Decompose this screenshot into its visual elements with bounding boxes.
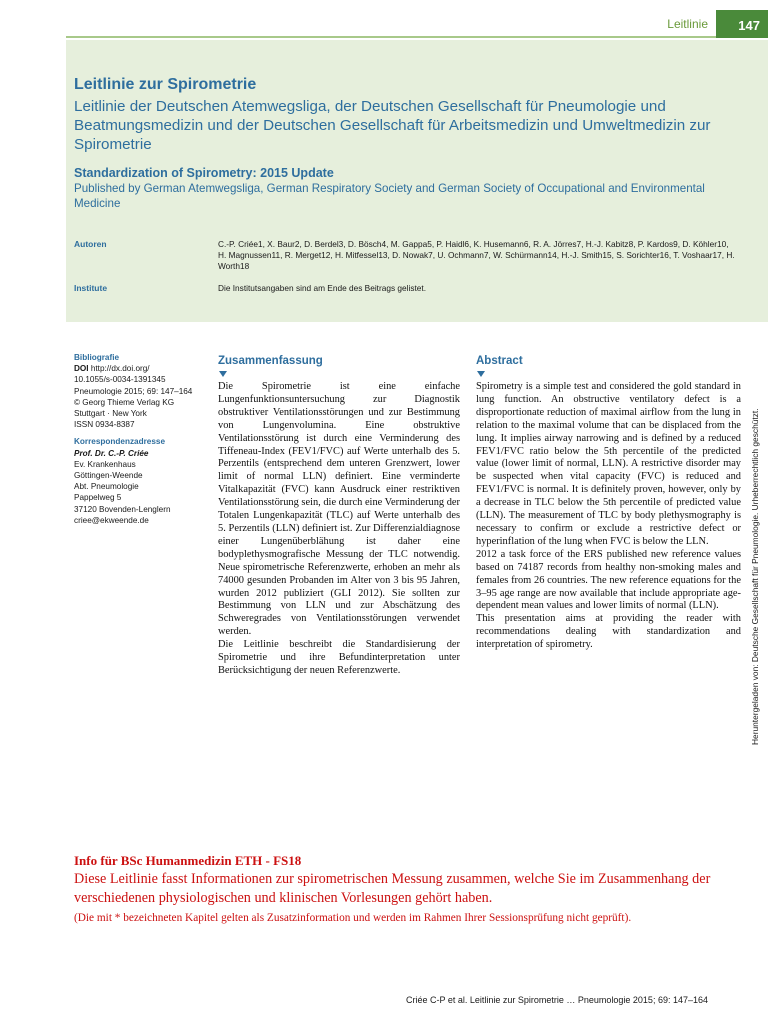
issn: ISSN 0934-8387 — [74, 420, 135, 430]
copyright: © Georg Thieme Verlag KG — [74, 397, 175, 407]
page-header — [66, 0, 768, 40]
doi-line — [74, 363, 214, 374]
doi-url[interactable]: http://dx.doi.org/ — [90, 364, 150, 374]
journal-citation: Pneumologie 2015; 69: 147–164 — [74, 386, 193, 396]
arrow-down-icon — [477, 371, 485, 377]
correspondence-line: Ev. Krankenhaus — [74, 459, 136, 469]
course-info-footnote: (Die mit * bezeichneten Kapitel gelten als Zusatzinformation und werden im Rahmen Ihrer Sessionsprüfung nicht geprüft). — [74, 912, 632, 924]
doi-label: DOI — [74, 364, 89, 374]
publisher-place: Stuttgart · New York — [74, 409, 147, 419]
institutes-label: Institute — [74, 283, 108, 293]
zusammenfassung-body — [218, 381, 460, 678]
abstract-body — [476, 381, 741, 652]
zusammenfassung-heading: Zusammenfassung — [218, 355, 323, 367]
authors-list: C.-P. Criée1, X. Baur2, D. Berdel3, D. Bösch4, M. Gappa5, P. Haidl6, K. Husemann6, R. A. Jörres7, H.-J. Kabitz8, P. Kardos9, D. Köhler10, H. Magnussen11, R. Merget12, H. Mitfessel13, D. Nowak7, U. Ochmann7, W. Schürmann14, H.-J. Smith15, S. Sorichter16, T. Voshaar17, H. Worth18 — [218, 239, 735, 271]
correspondence-line: Pappelweg 5 — [74, 493, 122, 503]
header-rule — [66, 36, 768, 38]
course-info-title: Info für BSc Humanmedizin ETH - FS18 — [74, 853, 302, 868]
correspondence-line: 37120 Bovenden-Lenglern — [74, 504, 171, 514]
download-note-text: Heruntergeladen von: Deutsche Gesellschaft für Pneumologie. Urheberrechtlich geschützt. — [750, 408, 760, 745]
page-number: 147 — [738, 18, 760, 33]
english-subtitle: Published by German Atemwegsliga, German Respiratory Society and German Society of Occupational and Environmental Medicine — [74, 182, 705, 210]
download-note — [748, 305, 764, 745]
correspondence-email[interactable]: criee@ekweende.de — [74, 515, 149, 525]
authors-label: Autoren — [74, 239, 107, 249]
bibliography-heading: Bibliografie — [74, 353, 120, 362]
paragraph: This presentation aims at providing the reader with recommendations dealing with standardization and interpretation of spirometry. — [476, 613, 741, 651]
article-subtitle: Leitlinie der Deutschen Atemwegsliga, der Deutschen Gesellschaft für Pneumologie und Beatmungsmedizin und der Deutschen Gesellschaft für Arbeitsmedizin und Umweltmedizin zur Spirometrie — [74, 98, 711, 153]
paragraph: Die Spirometrie ist eine einfache Lungenfunktionsuntersuchung zur Diagnostik obstruktiver Ventilationsstörungen und zur Bestimmung von Lungenvolumina. Eine obstruktive Ventilationsstörung ist durch eine Verminderung des Tiffeneau-Index (FEV1/FVC) auf Werte unterhalb des 5. Perzentils (entsprechend dem unteren Grenzwert, lower limit of normal LLN) definiert. Eine verminderte Vitalkapazität (FVC) kann Ausdruck einer restriktiven Ventilationsstörung sein, die durch eine Verminderung der Totalen Lungenkapazität (TLC) auf Werte unterhalb des 5. Perzentils (LLN) definiert ist. Zur Differenzialdiagnose einer Lungenüberblähung ist daher eine bodyplethysmografische Messung der TLC notwendig. Neue spirometrische Referenzwerte, erhoben an mehr als 74000 gesunden Probanden im Alter von 3 bis 95 Jahren, wurden 2012 publiziert (GLI 2012). Sie sollten zur Bestimmung von LLN und zur Abschätzung des Schweregrades von Ventilationsstörungen verwendet werden. — [218, 381, 460, 638]
paragraph: Spirometry is a simple test and considered the gold standard in lung function. An obstructive ventilatory defect is a disproportionate reduction of maximal airflow from the lung in relation to the maximal volume that can be displaced from the lung. It implies airway narrowing and is defined by a reduced FEV1/FVC ratio below the 5th percentile of the predicted value (lower limit of normal, LLN). A restrictive disorder may be suspected when vital capacity (FVC) is reduced and FEV1/FVC is normal. It is definitely proven, however, only by a decrease in TLC below the 5th percentile of predicted value (LLN). The measurement of TLC by body plethysmography is necessary to confirm or exclude a restrictive defect or hyperinflation of the lung when FVC is below the LLN. — [476, 381, 741, 547]
correspondence-line: Göttingen-Weende — [74, 471, 143, 481]
correspondence-heading: Korrespondenzadresse — [74, 437, 166, 447]
correspondence-name: Prof. Dr. C.-P. Criée — [74, 448, 149, 458]
institutes-text: Die Institutsangaben sind am Ende des Beitrags gelistet. — [218, 283, 427, 293]
abstract-heading: Abstract — [476, 355, 523, 367]
course-info-text: Diese Leitlinie fasst Informationen zur spirometrischen Messung zusammen, welche Sie im Zusammenhang der verschiedenen physiologischen und klinischen Vorlesungen gehört haben. — [74, 871, 711, 906]
article-title: Leitlinie zur Spirometrie — [74, 76, 257, 93]
bibliography-box — [74, 352, 214, 526]
course-info-note — [74, 852, 754, 926]
arrow-down-icon — [219, 371, 227, 377]
correspondence-line: Abt. Pneumologie — [74, 482, 139, 492]
page-footer: Criée C-P et al. Leitlinie zur Spirometrie … Pneumologie 2015; 69: 147–164 — [405, 995, 708, 1005]
english-title: Standardization of Spirometry: 2015 Update — [74, 166, 334, 180]
section-label: Leitlinie — [667, 17, 708, 31]
paragraph: Die Leitlinie beschreibt die Standardisierung der Spirometrie und ihre Befundinterpretation unter Berücksichtigung der neuen Referenzwerte. — [218, 639, 460, 676]
doi-id: 10.1055/s-0034-1391345 — [74, 375, 166, 385]
paragraph: 2012 a task force of the ERS published new reference values based on 74187 records from healthy non-smoking males and females from 26 countries. The new reference equations for the 3–95 age range are now available that include appropriate age-dependent mean values and lower limits of normal (LLN). — [476, 548, 741, 612]
